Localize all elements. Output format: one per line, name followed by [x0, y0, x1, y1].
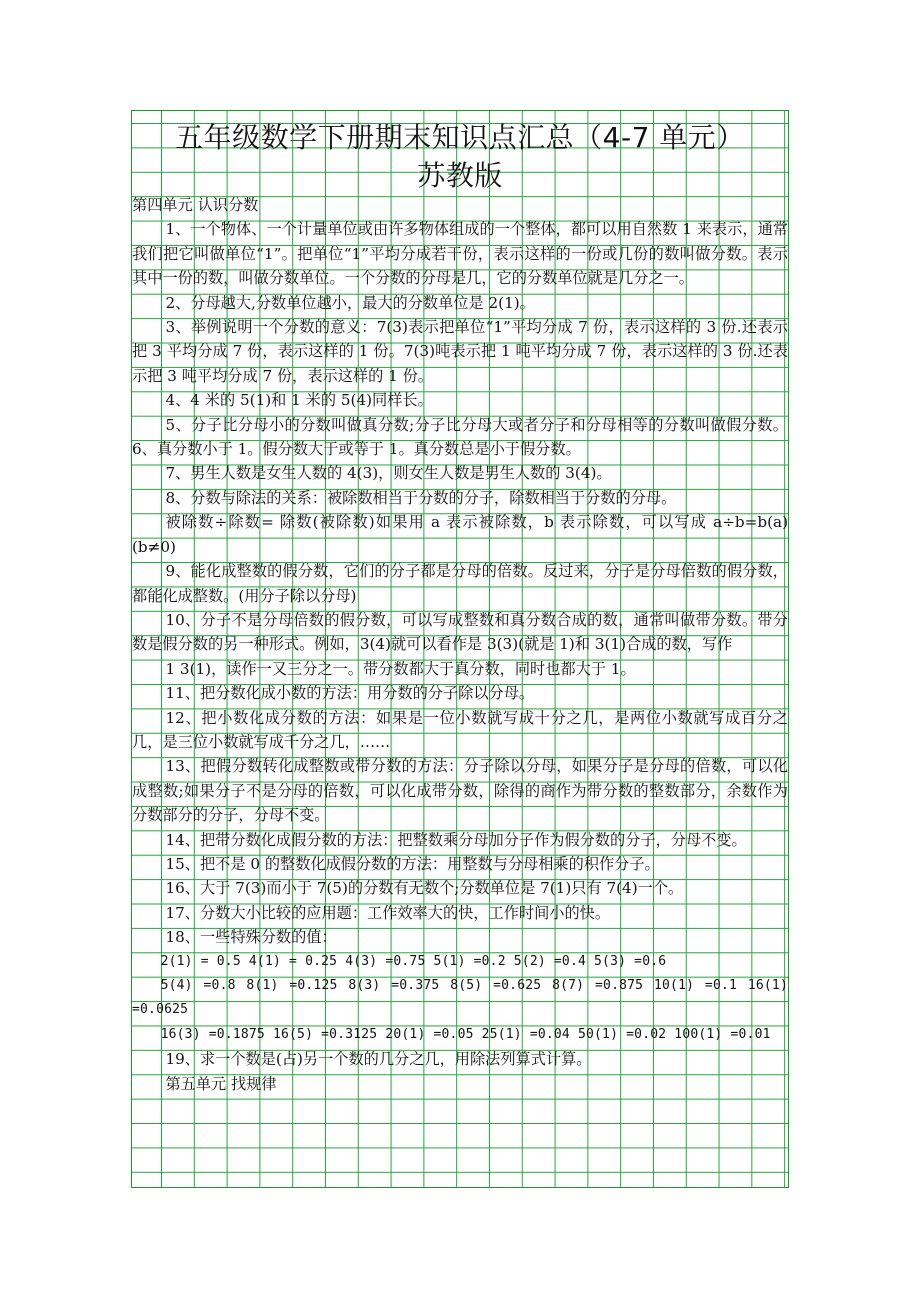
point-12: 12、把小数化成分数的方法：如果是一位小数就写成十分之几，是两位小数就写成百分之几，是三位小数就写成千分之几，…… — [132, 708, 788, 751]
point-15: 15、把不是 0 的整数化成假分数的方法：用整数与分母相乘的积作分子。 — [165, 854, 660, 873]
mixed-number-note: 1 3(1)，读作一又三分之一。带分数都大于真分数，同时也都大于 1。 — [165, 659, 636, 678]
unit4-heading: 第四单元 认识分数 — [132, 196, 259, 214]
document-title — [132, 119, 788, 195]
special-values-row-1: 2(1) = 0.5 4(1) = 0.25 4(3) =0.75 5(1) =0.2 5(2) =0.4 5(3) =0.6 — [160, 953, 667, 969]
point-9: 9、能化成整数的假分数，它们的分子都是分母的倍数。反过来，分子是分母倍数的假分数，都能化成整数。(用分子除以分母) — [132, 562, 788, 605]
point-7: 7、男生人数是女生人数的 4(3)，则女生人数是男生人数的 3(4)。 — [165, 464, 612, 483]
title-line-1: 五年级数学下册期末知识点汇总（4-7 单元） — [175, 121, 745, 154]
point-3: 3、举例说明一个分数的意义：7(3)表示把单位“1”平均分成 7 份，表示这样的 3 份.还表示把 3 平均分成 7 份，表示这样的 1 份。7(3)吨表示把 1 吨平均分成 7 份，表示这样的 3 份.还表示把 3 吨平均分成 7 份，表示这样的 1 份。 — [132, 318, 788, 385]
point-17: 17、分数大小比较的应用题：工作效率大的快，工作时间小的快。 — [165, 903, 611, 922]
unit5-heading: 第五单元 找规律 — [165, 1074, 277, 1093]
point-5: 5、分子比分母小的分数叫做真分数;分子比分母大或者分子和分母相等的分数叫做假分数。6、真分数小于 1。假分数大于或等于 1。真分数总是小于假分数。 — [132, 415, 788, 459]
point-16: 16、大于 7(3)而小于 7(5)的分数有无数个;分数单位是 7(1)只有 7(4)一个。 — [165, 879, 684, 898]
division-formula: 被除数÷除数= 除数(被除数)如果用 a 表示被除数，b 表示除数，可以写成 a÷b=b(a)(b≠0) — [132, 513, 788, 556]
point-11: 11、把分数化成小数的方法：用分数的分子除以分母。 — [165, 684, 535, 703]
point-18: 18、一些特殊分数的值： — [165, 928, 337, 947]
special-values-row-2: 5(4) =0.8 8(1) =0.125 8(3) =0.375 8(5) =0.625 8(7) =0.875 10(1) =0.1 16(1) =0.0625 — [132, 978, 788, 1018]
point-13: 13、把假分数转化成整数或带分数的方法：分子除以分母，如果分子是分母的倍数，可以化成整数;如果分子不是分母的倍数，可以化成带分数，除得的商作为带分数的整数部分，余数作为分数部分的分子，分母不变。 — [132, 757, 788, 825]
point-1: 1、一个物体、一个计量单位或由许多物体组成的一个整体，都可以用自然数 1 来表示，通常我们把它叫做单位“1”。把单位“1”平均分成若干份，表示这样的一份或几份的数叫做分数。表示其中一份的数，叫做分数单位。一个分数的分母是几，它的分数单位就是几分之一。 — [132, 220, 788, 288]
point-8: 8、分数与除法的关系：被除数相当于分数的分子，除数相当于分数的分母。 — [165, 488, 677, 507]
point-2: 2、分母越大,分数单位越小，最大的分数单位是 2(1)。 — [165, 293, 535, 312]
special-values-row-3: 16(3) =0.1875 16(5) =0.3125 20(1) =0.05 25(1) =0.04 50(1) =0.02 100(1) =0.01 — [160, 1026, 771, 1042]
document-body — [132, 193, 788, 1096]
point-4: 4、4 米的 5(1)和 1 米的 5(4)同样长。 — [165, 391, 433, 410]
point-19: 19、求一个数是(占)另一个数的几分之几，用除法列算式计算。 — [165, 1050, 592, 1069]
title-line-2: 苏教版 — [417, 159, 503, 192]
point-10: 10、分子不是分母倍数的假分数，可以写成整数和真分数合成的数，通常叫做带分数。带分数是假分数的另一种形式。例如，3(4)就可以看作是 3(3)(就是 1)和 3(1)合成的数，写作 — [132, 610, 788, 654]
document-page — [131, 110, 789, 1188]
point-14: 14、把带分数化成假分数的方法：把整数乘分母加分子作为假分数的分子，分母不变。 — [165, 830, 747, 849]
